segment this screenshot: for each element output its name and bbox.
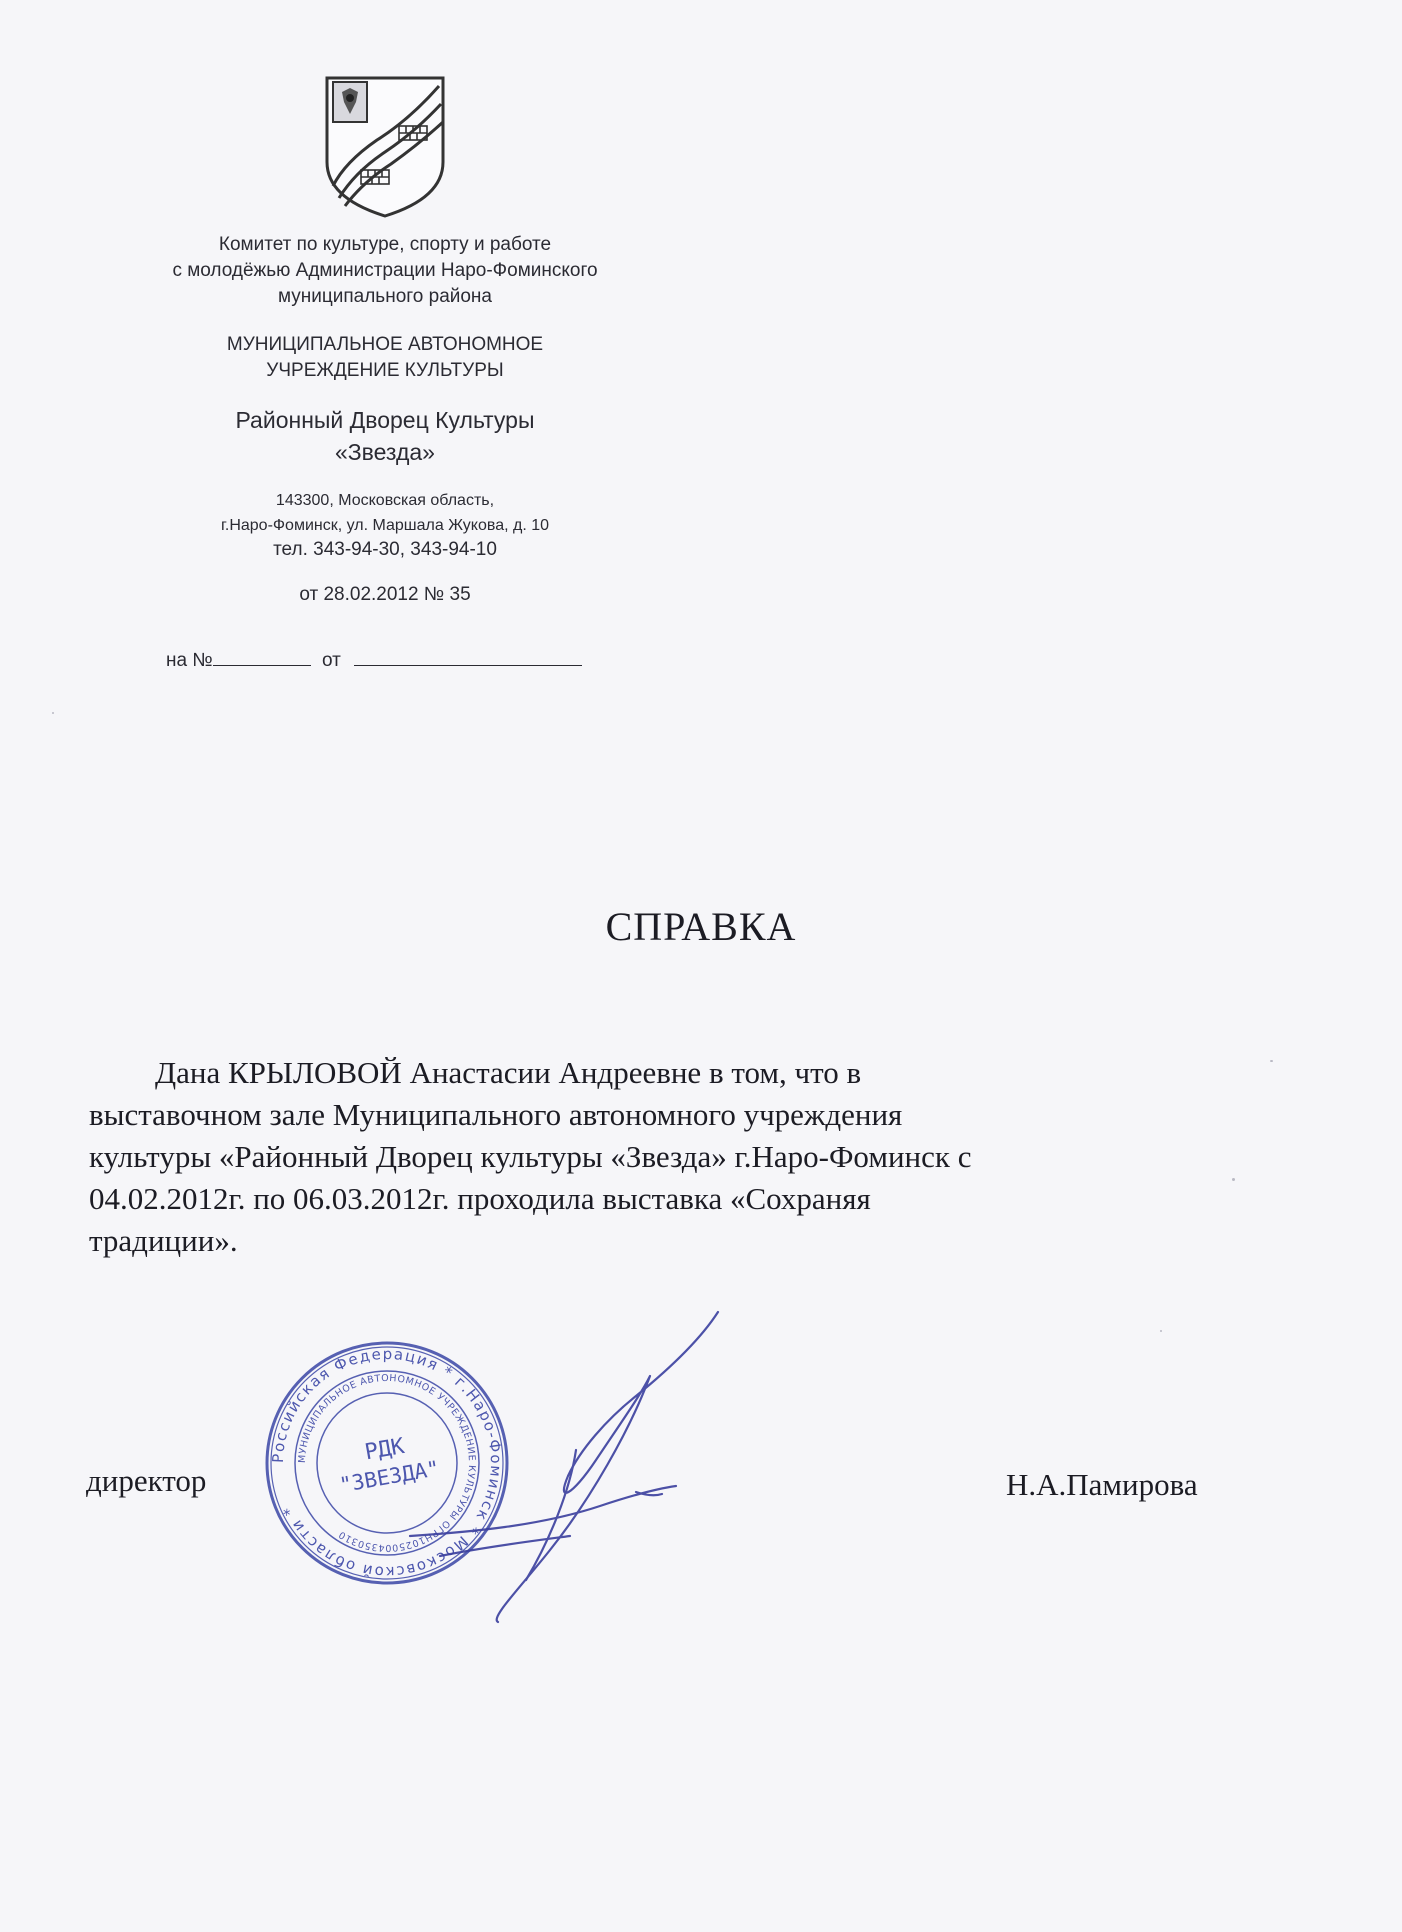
- coat-of-arms-icon: [315, 70, 455, 220]
- committee-line: Комитет по культуре, спорту и работе: [218, 234, 552, 255]
- stamp-outer-text: Российская Федерация * г.Наро-Фоминск * Московской области *: [268, 1344, 506, 1582]
- stamp-center-line2: "ЗВЕЗДА": [337, 1456, 442, 1498]
- institution-name-line: «Звезда»: [335, 439, 435, 465]
- body-line: выставочном зале Муниципального автономного учреждения: [89, 1097, 903, 1132]
- address-line: г.Наро-Фоминск, ул. Маршала Жукова, д. 10: [220, 517, 550, 534]
- institution-type-line: УЧРЕЖДЕНИЕ КУЛЬТУРЫ: [266, 360, 504, 381]
- reference-row: [166, 645, 582, 672]
- institution-name-line: Районный Дворец Культуры: [235, 407, 535, 433]
- date-and-number: от 28.02.2012 № 35: [299, 584, 471, 605]
- phone-numbers: тел. 343-94-30, 343-94-10: [273, 539, 497, 560]
- letterhead: [70, 70, 700, 608]
- ref-date-blank: [354, 645, 582, 666]
- certificate-body: [89, 1052, 1219, 1262]
- institution-type-line: МУНИЦИПАЛЬНОЕ АВТОНОМНОЕ: [226, 334, 544, 355]
- institution-name: [70, 404, 700, 468]
- signatory-name: Н.А.Памирова: [1006, 1467, 1198, 1502]
- committee-line: муниципального района: [277, 286, 492, 307]
- paper-speck: [1270, 1060, 1273, 1062]
- address: [70, 488, 700, 538]
- committee-name: [70, 232, 700, 310]
- institution-type: [70, 332, 700, 384]
- address-line: 143300, Московская область,: [275, 492, 495, 509]
- signatory-role: директор: [86, 1463, 207, 1498]
- paper-speck: [52, 712, 54, 714]
- body-line: Дана КРЫЛОВОЙ Анастасии Андреевне в том, что в: [155, 1055, 862, 1090]
- body-line: культуры «Районный Дворец культуры «Звезда» г.Наро-Фоминск с: [89, 1139, 972, 1174]
- stamp-inner-text: МУНИЦИПАЛЬНОЕ АВТОНОМНОЕ УЧРЕЖДЕНИЕ КУЛЬТУРЫ ОГРН1025004350310: [296, 1372, 478, 1554]
- paper-speck: [1160, 1330, 1162, 1332]
- document-title: СПРАВКА: [605, 904, 797, 949]
- ref-from-label: от: [322, 650, 341, 671]
- handwritten-signature: [400, 1300, 730, 1640]
- ref-number-blank: [213, 645, 311, 666]
- paper-speck: [1232, 1178, 1235, 1181]
- stamp-center-line1: РДК: [362, 1433, 407, 1466]
- ref-number-label: на №: [166, 650, 213, 671]
- body-line: традиции».: [89, 1223, 238, 1258]
- body-line: 04.02.2012г. по 06.03.2012г. проходила выставка «Сохраняя: [89, 1181, 871, 1216]
- committee-line: с молодёжью Администрации Наро-Фоминского: [172, 260, 598, 281]
